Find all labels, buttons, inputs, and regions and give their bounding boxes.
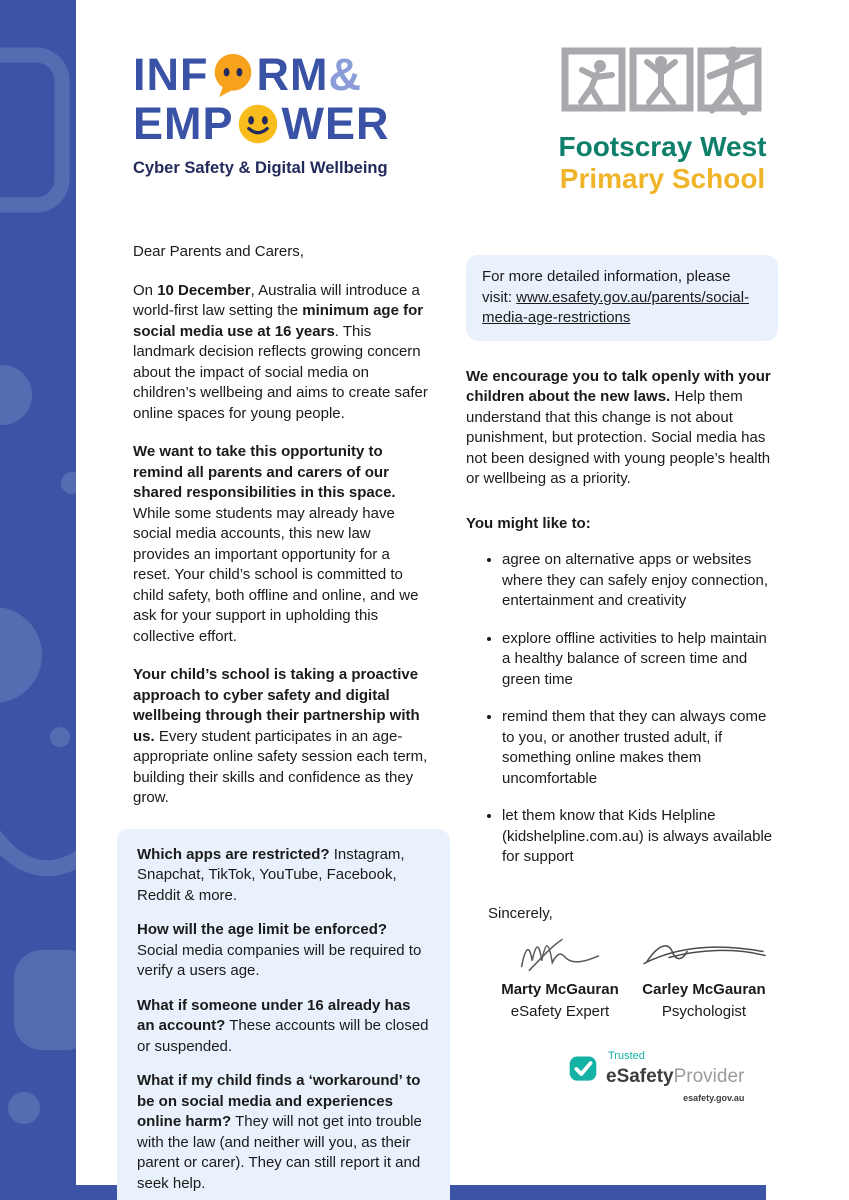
school-name-line1: Footscray West (558, 131, 767, 162)
signatures (490, 930, 778, 1022)
school-squares-icon (560, 42, 765, 116)
signature-marty-icon (510, 930, 610, 978)
badge-text (606, 1046, 744, 1108)
info-text: For more detailed information, please visit: (482, 268, 731, 306)
smiley-o-icon (236, 102, 280, 146)
paragraph-encourage: We encourage you to talk openly with your children about the new laws. Help them understand that this change is not about punishment, but protection. Social media has not been designed with young people’s health or wellbeing as a priority. (466, 367, 771, 487)
speech-bubble-o-icon (211, 52, 255, 98)
paragraph-partnership: Your child’s school is taking a proactive approach to cyber safety and digital wellbeing through their partnership with us. Every student participates in an age-appropriate online safety session each term, building their skills and confidence as they grow. (133, 666, 428, 806)
suggestion-item: • explore offline activities to help maintain a healthy balance of screen time and green time (502, 629, 778, 691)
suggestion-item: • let them know that Kids Helpline (kidshelpline.com.au) is always available for support (502, 806, 778, 868)
logo-line-inform (133, 50, 390, 99)
logo-text-rm: RM (256, 49, 329, 100)
logo-tagline: Cyber Safety & Digital Wellbeing (133, 159, 388, 177)
logo-text-wer: WER (281, 98, 390, 149)
signatory-carley (634, 930, 774, 1022)
logo-line-empower (133, 99, 390, 148)
suggestion-item: • agree on alternative apps or websites where they can safely enjoy connection, entertainment and creativity (502, 550, 778, 612)
decorative-sidebar (0, 0, 76, 1200)
signature-carley-icon (639, 930, 769, 978)
inform-empower-logo (133, 50, 390, 178)
esafety-link[interactable]: www.esafety.gov.au/parents/social-media-age-restrictions (482, 288, 750, 326)
signatory-marty (490, 930, 630, 1022)
paragraph-law: On 10 December, Australia will introduce a world-first law setting the minimum age for social media use at 16 years. This landmark decision reflects growing concern about the impact of social media on children’s wellbeing and aims to create safer online spaces for young people. (133, 281, 428, 422)
faq-existing-accounts: What if someone under 16 already has an account? These accounts will be closed or suspended. (137, 996, 429, 1055)
badge-brand-label: eSafety (606, 1065, 674, 1087)
badge-trusted-label: Trusted (608, 1050, 645, 1062)
badge-provider-label: Provider (673, 1065, 745, 1087)
closing: Sincerely, (488, 904, 553, 922)
left-column (133, 242, 430, 1200)
faq-workaround: What if my child finds a ‘workaround’ to be on social media and experiences online harm? They will not get into trouble with the law (and neither will you, as their parent or carer). They can still report it and seek help. (137, 1072, 422, 1192)
school-logo (545, 42, 780, 195)
paragraph-responsibilities: We want to take this opportunity to remind all parents and carers of our shared responsibilities in this space. While some students may already have social media accounts, this new law provides an important opportunity for a reset. Your child’s school is committed to child safety, both offline and online, and we ask for your support in upholding this collective effort. (133, 443, 419, 645)
badge-url: esafety.gov.au (683, 1092, 745, 1103)
signatory-title: Psychologist (661, 1002, 747, 1020)
suggestions-list (466, 550, 778, 868)
suggestions-heading: You might like to: (466, 514, 591, 532)
suggestion-item: • remind them that they can always come to you, or another trusted adult, if something online makes them uncomfortable (502, 707, 778, 789)
logo-ampersand: & (328, 49, 362, 100)
info-link-box (466, 255, 778, 341)
right-column (466, 255, 778, 1108)
check-icon (568, 1054, 598, 1091)
faq-enforcement: How will the age limit be enforced? Social media companies will be required to verify a users age. (137, 921, 422, 979)
logo-text-emp: EMP (133, 98, 234, 149)
salutation: Dear Parents and Carers, (133, 243, 304, 260)
signatory-name: Marty McGauran (501, 981, 619, 998)
faq-apps-restricted: Which apps are restricted? Instagram, Snapchat, TikTok, YouTube, Facebook, Reddit & more. (137, 845, 405, 904)
signatory-name: Carley McGauran (642, 981, 766, 998)
school-name-line2: Primary School (559, 163, 766, 195)
faq-box (117, 829, 450, 1200)
signatory-title: eSafety Expert (510, 1002, 610, 1020)
sidebar-pattern-icon (0, 0, 76, 1200)
esafety-provider-badge (568, 1046, 778, 1108)
logo-text-inf: INF (133, 49, 209, 100)
